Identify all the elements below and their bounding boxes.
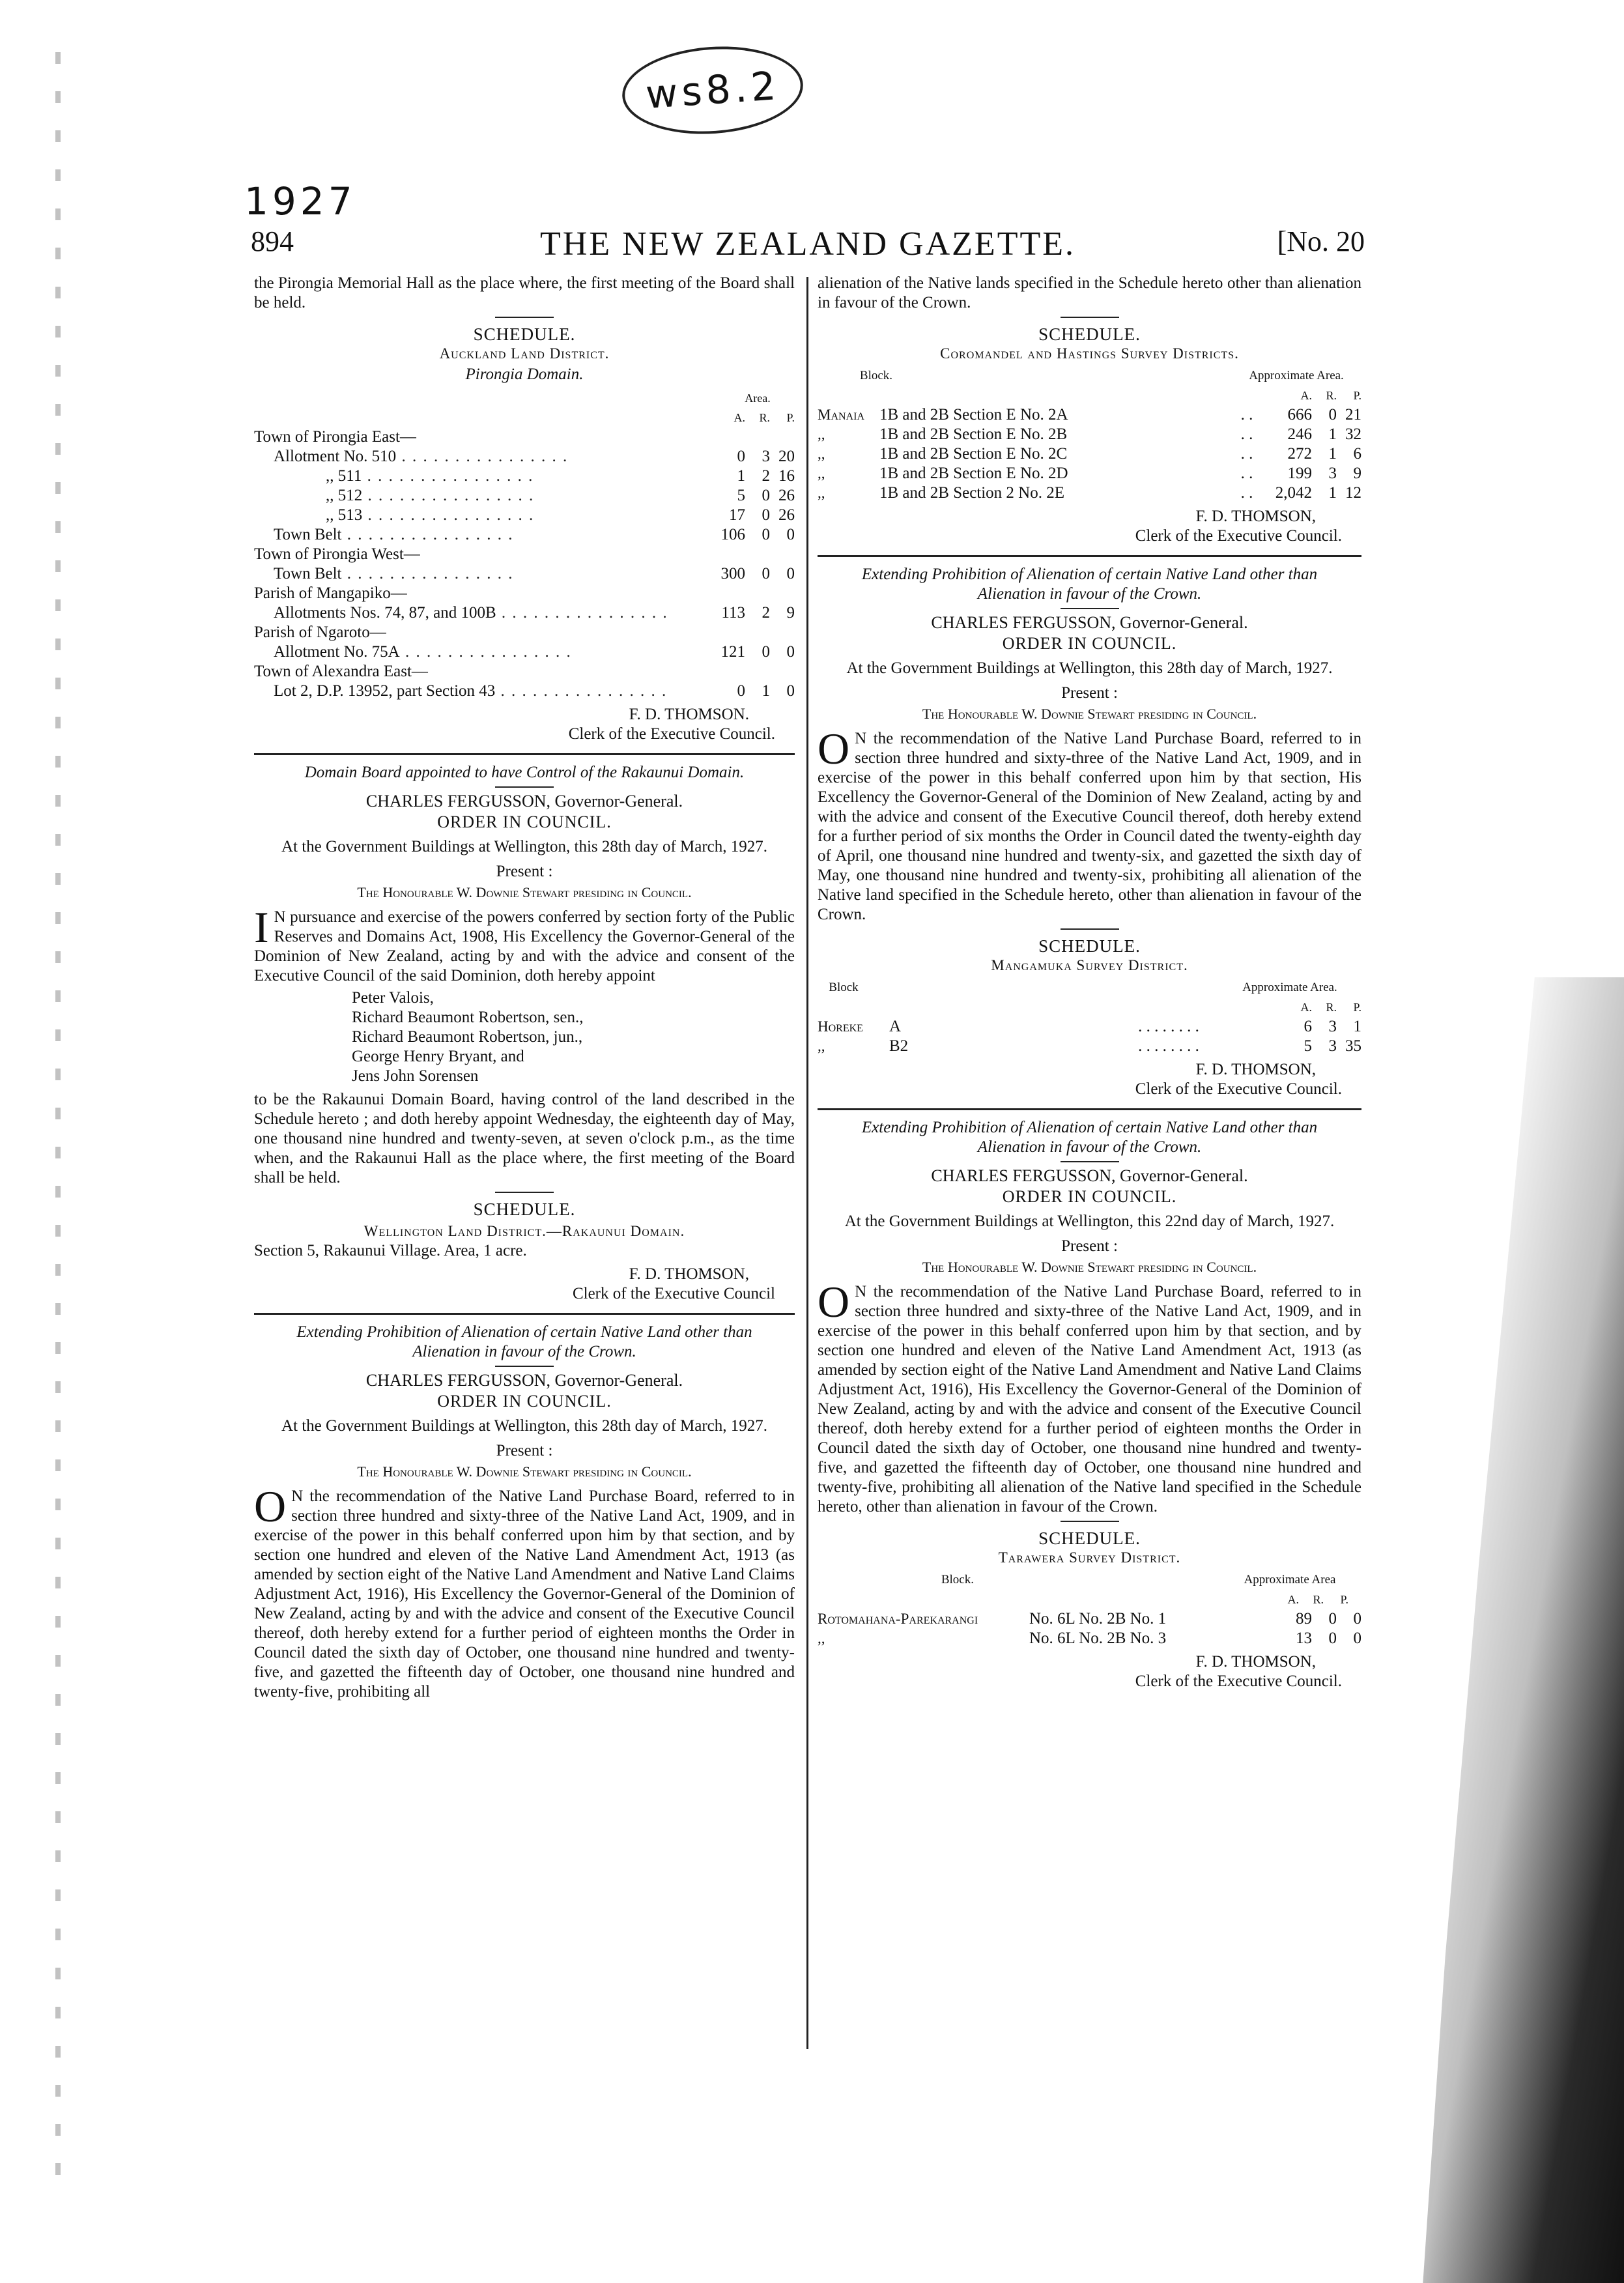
col-perches: P. [1353,389,1361,402]
table-row [254,486,795,506]
roods-value: 0 [762,487,770,504]
block-section: 1B and 2B Section 2 No. 2E [879,484,1065,502]
table-row [818,483,1361,503]
perches-value: 0 [786,643,795,661]
acres-value: 666 [1287,406,1312,424]
col-perches: P. [786,411,795,424]
col-acres: A. [1287,1593,1299,1606]
table-row [818,1017,1361,1037]
signature-title: Clerk of the Executive Council [572,1285,775,1302]
land-district: Auckland Land District. [439,345,610,362]
perches-value: 0 [786,526,795,543]
schedule-table [818,405,1361,503]
section-rule [254,1313,795,1315]
short-rule [1061,317,1119,318]
reference-stamp: ws8.2 [620,40,806,139]
col-roods: R. [1326,1001,1337,1014]
column-divider [806,277,808,2049]
perches-value: 6 [1353,445,1361,463]
perches-value: 0 [786,565,795,582]
board-member-name: Jens John Sorensen [352,1067,479,1085]
perches-value: 35 [1345,1037,1361,1055]
area-label: Area. [745,392,771,405]
place-date: At the Government Buildings at Wellington, this 28th day of March, 1927. [846,659,1333,677]
acres-value: 300 [720,565,745,582]
signature-name: F. D. THOMSON. [629,706,749,723]
place-date: At the Government Buildings at Wellington, this 28th day of March, 1927. [281,838,768,855]
row-label: ,, 511 . . [254,467,692,486]
table-row [818,444,1361,464]
drop-cap: O [254,1482,287,1531]
area-label: Approximate Area. [1242,981,1337,994]
block-section: B2 [889,1037,909,1055]
row-label: Lot 2, D.P. 13952, part Section 43 . . [254,682,692,701]
section-rule [818,1108,1361,1110]
area-columns-row [254,408,795,427]
intro-text: the Pirongia Memorial Hall as the place where, the first meeting of the Board shall be held. [254,274,795,311]
row-label: Town Belt . . [254,525,692,545]
short-rule [495,1366,554,1367]
acres-value: 2,042 [1275,484,1312,502]
governor-line: CHARLES FERGUSSON, Governor-General. [365,1371,683,1390]
roods-value: 3 [762,448,770,465]
schedule-table [818,1609,1361,1648]
signature-name: F. D. THOMSON, [1195,1653,1316,1671]
schedule-table [254,427,795,701]
issue-number: [No. 20 [1277,225,1365,257]
roods-value: 1 [762,682,770,700]
roods-value: 2 [762,604,770,622]
survey-district: Coromandel and Hastings Survey Districts. [940,345,1239,362]
row-label: Parish of Mangapiko— [254,584,407,602]
table-row [254,623,795,642]
table-row [254,662,795,682]
page-header [251,225,1365,270]
notice-body-text: N the recommendation of the Native Land Purchase Board, referred to in section three hundred and sixty-three of the Native Land Act, 1909, and in exercise of the power in this behalf conferred upon him by that section, and by section one hundred and eleven of the Native Land Amendment Act, 1913 (as amended by section eight of the Native Land Amendment and Native Land Claims Adjustment Act, 1916), His Excellency the Governor-General of the Dominion of New Zealand, acting by and with the advice and consent of the Executive Council thereof, doth hereby extend for a further period of eighteen months the Order in Council dated the sixth day of October, one thousand nine hundred and twenty-five, and gazetted the fifteenth day of October, one thousand nine hundred and twenty-five, prohibiting all alienation of the Native land specified in the Schedule hereto, other than alienation in favour of the Crown. [818,1283,1361,1515]
table-header-row [818,978,1361,998]
presiding-line: The Honourable W. Downie Stewart presiding in Council. [357,1463,692,1480]
perches-value: 12 [1345,484,1361,502]
place-date: At the Government Buildings at Wellington, this 28th day of March, 1927. [281,1417,768,1435]
roods-value: 0 [762,565,770,582]
notice-heading: Extending Prohibition of Alienation of certain Native Land other than Alienation in favour of the Crown. [861,1119,1318,1156]
governor-line: CHARLES FERGUSSON, Governor-General. [365,792,683,811]
leader-dots: . . [1240,406,1253,424]
table-header-row [818,1570,1361,1590]
row-label: Town of Alexandra East— [254,663,428,680]
notice-body [818,1277,1361,1517]
scan-edge-marks [55,52,61,2202]
left-column [254,274,795,1702]
table-row [818,1609,1361,1629]
leader-dots: . . [1240,465,1253,482]
perches-value: 1 [1353,1018,1361,1035]
perches-value: 0 [1353,1630,1361,1647]
board-member-name: Richard Beaumont Robertson, jun., [352,1028,583,1046]
roods-value: 1 [1328,445,1337,463]
perches-value: 0 [786,682,795,700]
order-in-council: ORDER IN COUNCIL. [437,812,612,831]
section-rule [818,555,1361,557]
place-date: At the Government Buildings at Wellington, this 22nd day of March, 1927. [844,1213,1335,1230]
acres-value: 17 [729,506,745,524]
short-rule [1061,608,1119,609]
scan-edge-shadow [1401,977,1624,2283]
board-member-name: George Henry Bryant, and [352,1048,524,1065]
acres-value: 13 [1296,1630,1312,1647]
short-rule [1061,1161,1119,1162]
presiding-line: The Honourable W. Downie Stewart presiding in Council. [922,706,1257,722]
notice-body-text: N the recommendation of the Native Land Purchase Board, referred to in section three hundred and sixty-three of the Native Land Act, 1909, and in exercise of the power in this behalf conferred upon him by that section, His Excellency the Governor-General of the Dominion of New Zealand, acting by and with the advice and consent of the Executive Council thereof, doth hereby extend for a further period of six months the Order in Council dated the twenty-eighth day of April, one thousand nine hundred and twenty-six, and gazetted the sixth day of May, one thousand nine hundred and twenty-six, prohibiting all alienation of the Native land specified in the Schedule hereto, other than alienation in favour of the Crown. [818,730,1361,923]
block-label: Block. [941,1573,974,1587]
col-roods: R. [759,411,770,424]
notice-body [818,724,1361,925]
page-number: 894 [251,225,294,257]
governor-line: CHARLES FERGUSSON, Governor-General. [931,1166,1248,1185]
signature-name: F. D. THOMSON, [629,1265,749,1283]
acres-value: 0 [737,448,745,465]
handwritten-year: 1927 [244,179,356,223]
notice-body [254,902,795,986]
row-label: Town Belt . . [254,564,692,584]
area-columns-row [818,998,1361,1017]
schedule-heading: SCHEDULE. [1038,324,1141,344]
acres-value: 272 [1287,445,1312,463]
schedule-line: Wellington Land District.—Rakaunui Domain. [363,1223,685,1239]
table-row [254,506,795,525]
roods-value: 2 [762,467,770,485]
block-name: ,, [818,485,825,501]
signature-name: F. D. THOMSON, [1195,508,1316,525]
order-in-council: ORDER IN COUNCIL. [437,1392,612,1411]
governor-line: CHARLES FERGUSSON, Governor-General. [931,613,1248,632]
row-label: Parish of Ngaroto— [254,624,386,641]
table-row [254,525,795,545]
block-section: No. 6L No. 2B No. 3 [1029,1630,1167,1647]
area-label: Approximate Area. [1249,369,1344,382]
block-name: Horeke [818,1018,863,1035]
presiding-line: The Honourable W. Downie Stewart presiding in Council. [357,884,692,900]
short-rule [1061,928,1119,930]
table-row [254,603,795,623]
notice-heading: Extending Prohibition of Alienation of certain Native Land other than Alienation in favour of the Crown. [296,1323,752,1360]
present-label: Present : [1061,684,1118,702]
perches-value: 20 [778,448,795,465]
order-in-council: ORDER IN COUNCIL. [1002,634,1177,653]
short-rule [1061,1521,1119,1522]
block-name: ,, [818,1630,825,1646]
acres-value: 199 [1287,465,1312,482]
table-row [254,467,795,486]
right-column [818,274,1361,1691]
perches-value: 0 [1353,1610,1361,1628]
row-label: ,, 513 . . [254,506,692,525]
section-rule [254,753,795,755]
block-section: 1B and 2B Section E No. 2B [879,425,1068,443]
signature-title: Clerk of the Executive Council. [1135,1673,1342,1690]
notice-heading: Domain Board appointed to have Control of the Rakaunui Domain. [304,764,745,781]
board-members [352,988,795,1086]
perches-value: 26 [778,506,795,524]
acres-value: 5 [737,487,745,504]
notice-body-text: N the recommendation of the Native Land Purchase Board, referred to in section three hundred and sixty-three of the Native Land Act, 1909, and in exercise of the power in this behalf conferred upon him by that section, and by section one hundred and eleven of the Native Land Amendment Act, 1913 (as amended by section eight of the Native Land Amendment and Native Land Claims Adjustment Act, 1916), His Excellency the Governor-General of the Dominion of New Zealand, acting by and with the advice and consent of the Executive Council thereof, doth hereby extend for a further period of eighteen months the Order in Council dated the sixth day of October, one thousand nine hundred and twenty-five, and gazetted the fifteenth day of October, one thousand nine hundred and twenty-five, prohibiting all [254,1487,795,1701]
area-label-row [254,388,795,408]
perches-value: 32 [1345,425,1361,443]
leader-dots: . . [1240,445,1253,463]
board-member-name: Peter Valois, [352,989,434,1007]
block-name: Manaia [818,407,864,423]
roods-value: 3 [1328,1018,1337,1035]
roods-value: 0 [1328,406,1337,424]
row-label: Allotment No. 510 . . [254,447,692,467]
perches-value: 9 [1353,465,1361,482]
signature-title: Clerk of the Executive Council. [1135,527,1342,545]
perches-value: 21 [1345,406,1361,424]
acres-value: 0 [737,682,745,700]
order-in-council: ORDER IN COUNCIL. [1002,1187,1177,1206]
roods-value: 3 [1328,1037,1337,1055]
schedule-table [818,1017,1361,1056]
perches-value: 16 [778,467,795,485]
acres-value: 113 [721,604,745,622]
domain-name: Pirongia Domain. [465,366,584,383]
short-rule [495,317,554,318]
acres-value: 5 [1303,1037,1312,1055]
col-acres: A. [734,411,745,424]
schedule-heading: SCHEDULE. [1038,936,1141,956]
present-label: Present : [1061,1237,1118,1255]
roods-value: 1 [1328,484,1337,502]
schedule-heading: SCHEDULE. [473,324,576,344]
block-label: Block [829,981,859,994]
table-row [254,447,795,467]
short-rule [495,1192,554,1193]
signature-title: Clerk of the Executive Council. [568,725,775,743]
table-row [254,564,795,584]
roods-value: 0 [762,526,770,543]
leader-dots: . . . . . . . . [1138,1018,1199,1035]
table-row [254,545,795,564]
acres-value: 106 [720,526,745,543]
drop-cap: O [818,1277,850,1327]
signature-title: Clerk of the Executive Council. [1135,1080,1342,1098]
notice-body-continued: to be the Rakaunui Domain Board, having control of the land described in the Schedule hereto ; and doth hereby appoint Wednesday, the eighteenth day of May, one thousand nine hundred and twenty-seven, at seven o'clock p.m., as the time when, and the Rakaunui Hall as the place where, the first meeting of the Board shall be held. [254,1091,795,1186]
perches-value: 9 [786,604,795,622]
signature-name: F. D. THOMSON, [1195,1061,1316,1078]
roods-value: 0 [1328,1630,1337,1647]
table-row [818,1629,1361,1648]
block-name: ,, [818,426,825,442]
col-acres: A. [1300,389,1312,402]
row-label: Allotment No. 75A . . [254,642,692,662]
table-row [818,1037,1361,1056]
roods-value: 0 [762,643,770,661]
board-member-name: Richard Beaumont Robertson, sen., [352,1009,584,1026]
roods-value: 1 [1328,425,1337,443]
block-section: A [889,1018,902,1035]
col-acres: A. [1300,1001,1312,1014]
row-label: ,, 512 . . [254,486,692,506]
presiding-line: The Honourable W. Downie Stewart presiding in Council. [922,1259,1257,1275]
row-label: Town of Pirongia West— [254,545,420,563]
table-row [818,425,1361,444]
row-label: Allotments Nos. 74, 87, and 100B . . [254,603,692,623]
acres-value: 1 [737,467,745,485]
acres-value: 121 [720,643,745,661]
intro-text: alienation of the Native lands specified in the Schedule hereto other than alienation in favour of the Crown. [818,274,1361,311]
table-row [254,642,795,662]
survey-district: Mangamuka Survey District. [991,957,1188,973]
leader-dots: . . [1240,484,1253,502]
block-name: Rotomahana-Parekarangi [818,1611,978,1627]
acres-value: 6 [1303,1018,1312,1035]
schedule-heading: SCHEDULE. [473,1199,576,1219]
roods-value: 3 [1328,465,1337,482]
acres-value: 89 [1296,1610,1312,1628]
present-label: Present : [496,1442,553,1459]
table-row [818,405,1361,425]
block-label: Block. [859,369,893,382]
block-name: ,, [818,465,825,481]
perches-value: 26 [778,487,795,504]
gazette-title: THE NEW ZEALAND GAZETTE. [540,225,1076,263]
notice-body [254,1482,795,1702]
short-rule [495,786,554,788]
survey-district: Tarawera Survey District. [998,1549,1181,1566]
block-name: ,, [818,1038,825,1054]
col-roods: R. [1326,389,1337,402]
table-row [254,682,795,701]
area-label: Approximate Area [1244,1573,1336,1587]
leader-dots: . . [1240,425,1253,443]
leader-dots: . . . . . . . . [1138,1037,1199,1055]
col-perches: P. [1353,1001,1361,1014]
schedule-heading: SCHEDULE. [1038,1529,1141,1548]
notice-body-text: N pursuance and exercise of the powers conferred by section forty of the Public Reserves and Domains Act, 1908, His Excellency the Governor-General of the Dominion of New Zealand, acting by and with the advice and consent of the Executive Council of the said Dominion, doth hereby appoint [254,908,795,984]
table-row [254,584,795,603]
present-label: Present : [496,863,553,880]
drop-cap: O [818,724,850,773]
block-section: 1B and 2B Section E No. 2A [879,406,1068,424]
acres-value: 246 [1287,425,1312,443]
table-row [818,464,1361,483]
roods-value: 0 [1328,1610,1337,1628]
roods-value: 0 [762,506,770,524]
area-columns-row [818,1590,1361,1609]
table-row [254,427,795,447]
block-section: 1B and 2B Section E No. 2D [879,465,1068,482]
table-header-row [818,366,1361,386]
block-section: No. 6L No. 2B No. 1 [1029,1610,1167,1628]
col-roods: R. [1313,1593,1324,1606]
block-name: ,, [818,446,825,462]
area-columns-row [818,386,1361,405]
col-perches: P. [1340,1593,1348,1606]
notice-heading: Extending Prohibition of Alienation of certain Native Land other than Alienation in favour of the Crown. [861,566,1318,603]
row-label: Town of Pirongia East— [254,428,416,446]
block-section: 1B and 2B Section E No. 2C [879,445,1068,463]
drop-cap: I [254,902,269,952]
schedule-line: Section 5, Rakaunui Village. Area, 1 acre. [254,1242,527,1259]
